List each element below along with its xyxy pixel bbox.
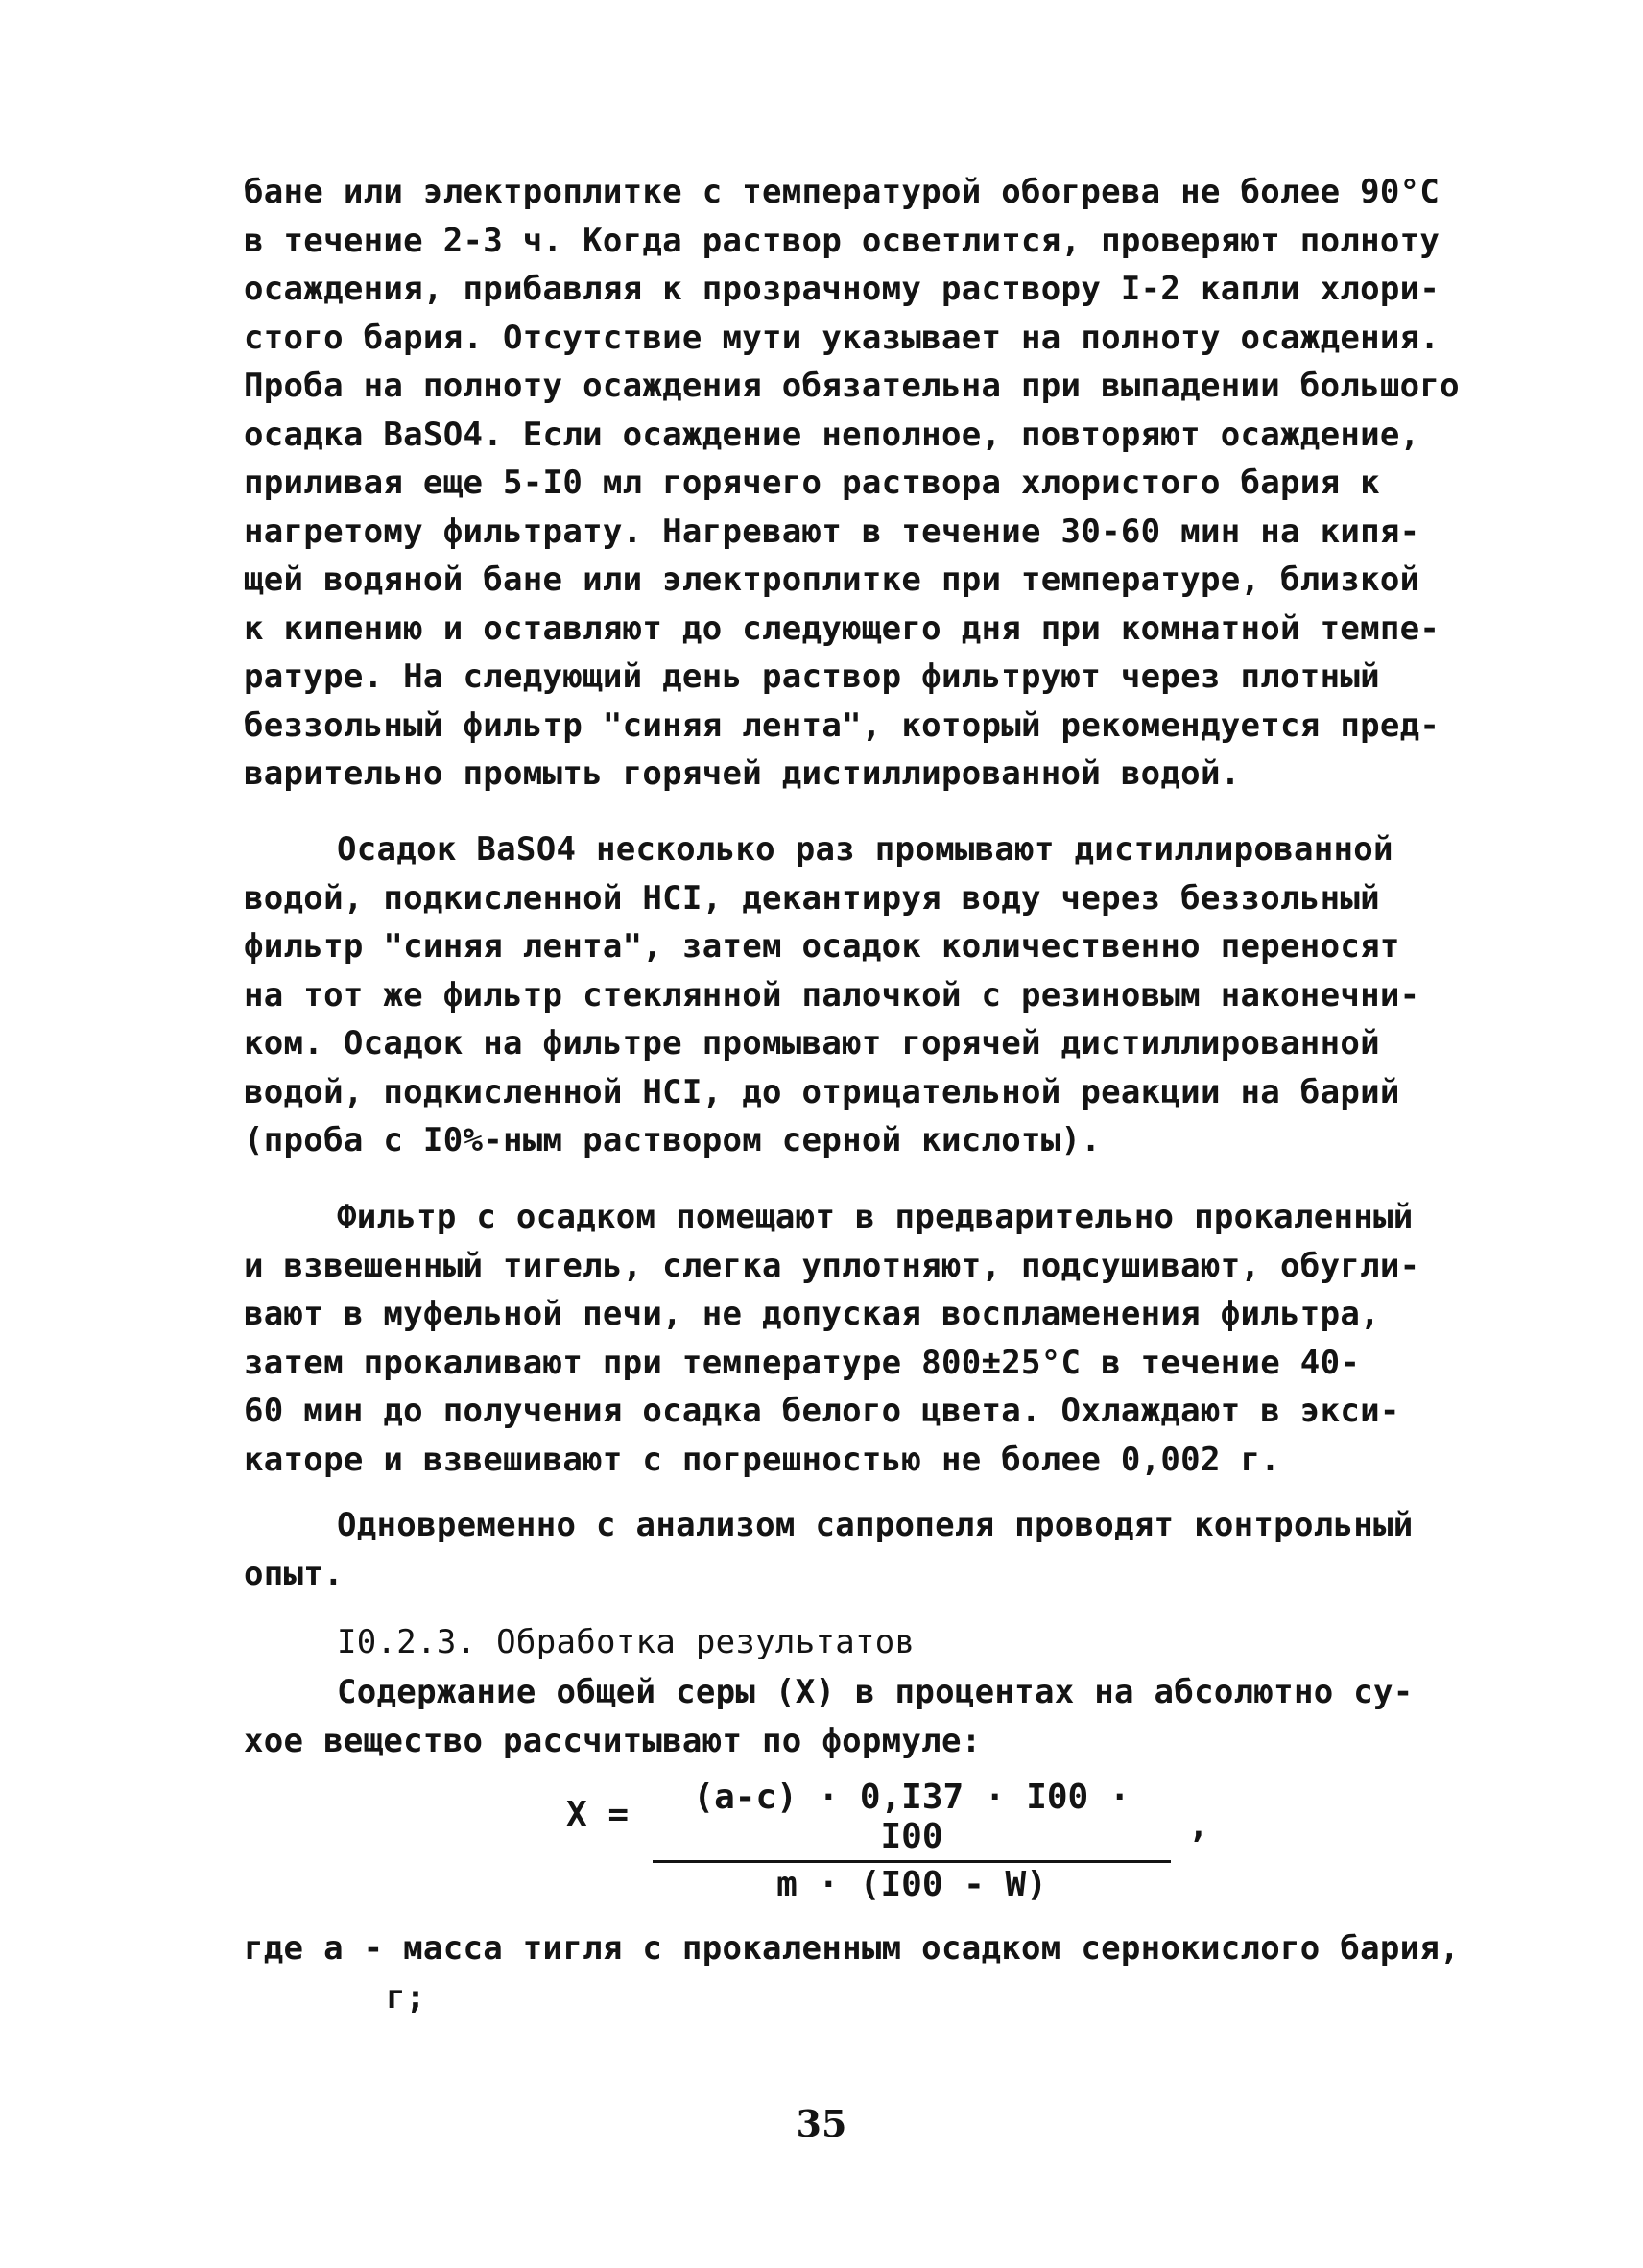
text-line: приливая еще 5-I0 мл горячего раствора хлористого бария к (244, 464, 1380, 502)
text-line: к кипению и оставляют до следующего дня при комнатной темпе- (244, 609, 1441, 648)
text-line: ратуре. На следующий день раствор фильтруют через плотный (244, 657, 1380, 696)
formula-numerator: (a-c) · 0,I37 · I00 · I00 (653, 1778, 1171, 1863)
text-line: ком. Осадок на фильтре промывают горячей дистиллированной (244, 1024, 1380, 1062)
text-line: Проба на полноту осаждения обязательна при выпадении большого (244, 367, 1460, 405)
text-line: в течение 2-3 ч. Когда раствор осветлится, проверяют полноту (244, 221, 1441, 260)
formula-trailing-comma: , (1188, 1806, 1209, 1846)
text-line: Осадок BaSO4 несколько раз промывают дистиллированной (337, 830, 1393, 869)
text-line: Фильтр с осадком помещают в предварительно прокаленный (337, 1198, 1414, 1236)
sulfur-formula (566, 1778, 1238, 1902)
paragraph-precipitation (244, 168, 1463, 799)
text-line: беззольный фильтр "синяя лента", который рекомендуется пред- (244, 705, 1441, 745)
text-line: варительно промыть горячей дистиллированной водой. (244, 754, 1241, 793)
text-line: хое вещество рассчитывают по формуле: (244, 1721, 982, 1760)
formula-fraction (653, 1778, 1171, 1904)
text-line: стого бария. Отсутствие мути указывает на полноту осаждения. (244, 318, 1441, 357)
paragraph-control-test (244, 1501, 1463, 1598)
text-line: каторе и взвешивают с погрешностью не более 0,002 г. (244, 1440, 1281, 1479)
text-line: фильтр "синяя лента", затем осадок количественно переносят (244, 927, 1400, 966)
text-line: водой, подкисленной HCI, декантируя воду через беззольный (244, 878, 1380, 918)
text-line: бане или электроплитке с температурой обогрева не более 90°С (244, 173, 1441, 211)
page-number: 35 (796, 2102, 847, 2145)
paragraph-washing (244, 825, 1463, 1165)
formula-denominator: m · (I00 - W) (776, 1865, 1047, 1904)
where-clause (244, 1924, 1463, 2021)
text-line: осадка BaSO4. Если осаждение неполное, повторяют осаждение, (244, 415, 1420, 454)
text-line: затем прокаливают при температуре 800±25°С в течение 40- (244, 1343, 1361, 1382)
text-line: и взвешенный тигель, слегка уплотняют, подсушивают, обугли- (244, 1246, 1420, 1285)
formula-lhs: X = (566, 1795, 630, 1834)
paragraph-calculation (244, 1668, 1463, 1765)
section-heading (244, 1618, 1463, 1667)
section-heading-text: I0.2.3. Обработка результатов (337, 1623, 916, 1661)
text-line: щей водяной бане или электроплитке при температуре, близкой (244, 561, 1420, 599)
text-line: на тот же фильтр стеклянной палочкой с резиновым наконечни- (244, 975, 1420, 1015)
text-line: где a - масса тигля с прокаленным осадком сернокислого бария, (244, 1929, 1460, 1968)
text-line: вают в муфельной печи, не допуская воспламенения фильтра, (244, 1295, 1380, 1333)
text-line: (проба с I0%-ным раствором серной кислоты). (244, 1121, 1102, 1159)
text-line: опыт. (244, 1554, 344, 1593)
text-line: г; (386, 1977, 426, 2017)
paragraph-ignition (244, 1193, 1463, 1484)
text-line: 60 мин до получения осадка белого цвета. Охлаждают в экси- (244, 1392, 1400, 1430)
text-line: водой, подкисленной HCI, до отрицательной реакции на барий (244, 1072, 1400, 1111)
text-line: нагретому фильтрату. Нагревают в течение 30-60 мин на кипя- (244, 512, 1420, 551)
text-line: Одновременно с анализом сапропеля проводят контрольный (337, 1506, 1414, 1544)
text-line: осаждения, прибавляя к прозрачному раствору I-2 капли хлори- (244, 270, 1441, 308)
text-line: Содержание общей серы (X) в процентах на абсолютно су- (337, 1673, 1414, 1711)
